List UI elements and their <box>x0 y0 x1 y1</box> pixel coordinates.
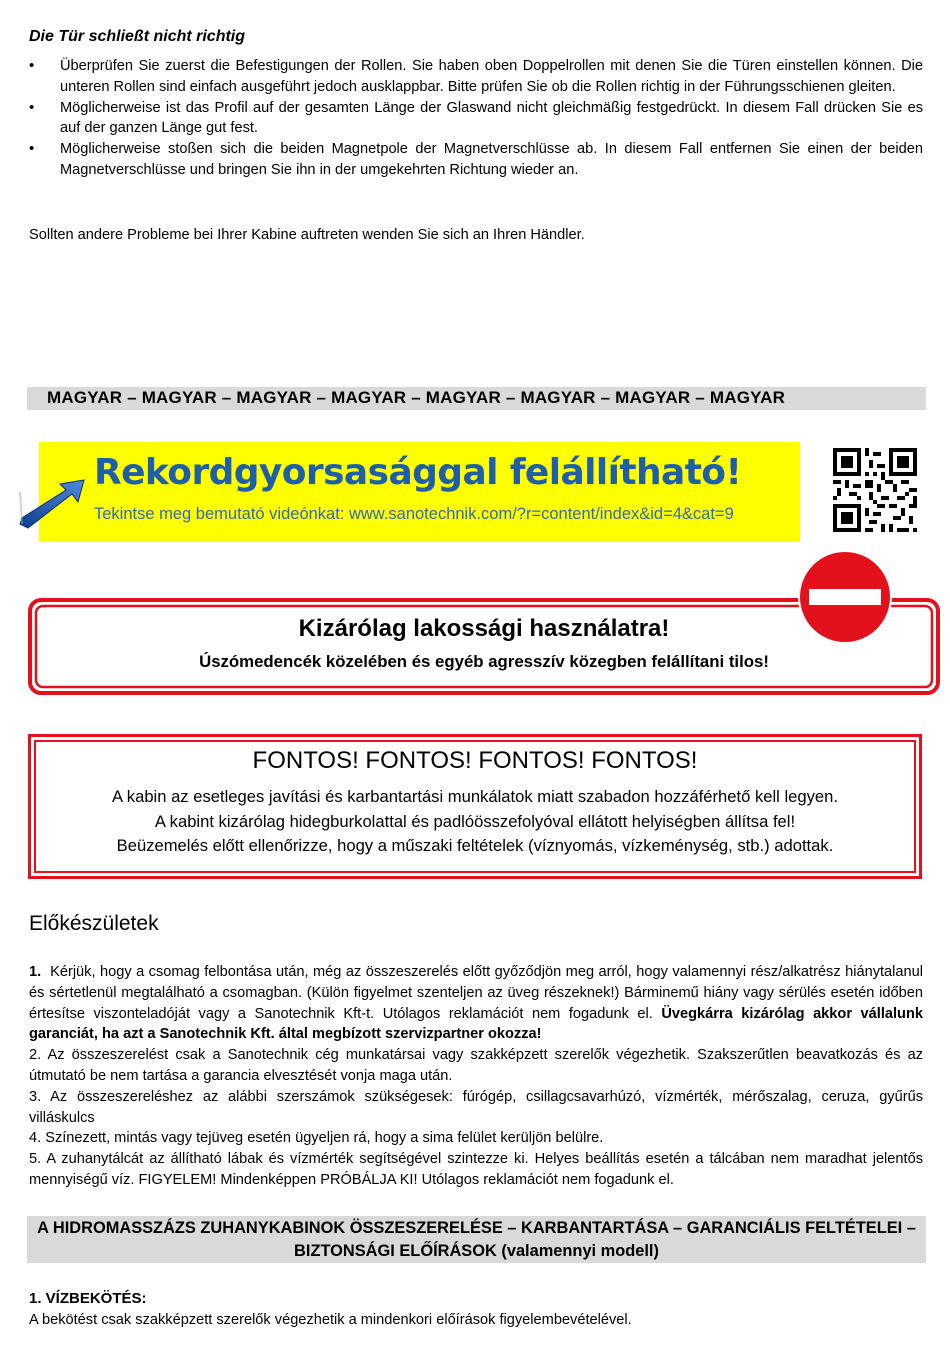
item-number: 1. <box>29 964 42 980</box>
closing-note: Sollten andere Probleme bei Ihrer Kabine auftreten wenden Sie sich an Ihren Händler. <box>29 227 585 243</box>
list-item: 5. A zuhanytálcát az állítható lábak és vízmérték segítségével szintezze ki. Helyes beállítás esetén a tálcában nem maradhat jelentős mennyiségű víz. FIGYELEM! Mindenképpen PRÓBÁLJA KI! Utólagos reklamációt nem fogadunk el. <box>29 1151 923 1188</box>
list-item: 2. Az összeszerelést csak a Sanotechnik cég munkatársai vagy szakképzett szerelők végezhetik. Szakszerűtlen beavatkozás és az útmutató be nem tartása a garancia elvesztését vonja maga után. <box>29 1047 923 1084</box>
arrow-icon <box>16 478 88 530</box>
warning-subtitle: Úszómedencék közelében és egyéb agresszív közegben felállítani tilos! <box>199 652 769 671</box>
list-item: • Möglicherweise stoßen sich die beiden Magnetpole der Magnetverschlüsse ab. In diesem Fall entfernen Sie einen der beiden Magnetverschlüsse und bringen Sie ihn in der umgekehrten Richtung wieder an. <box>29 139 923 181</box>
list-item: 4. Színezett, mintás vagy tejüveg esetén ügyeljen rá, hogy a sima felület kerüljön belülre. <box>29 1130 604 1147</box>
section-title-bar <box>27 1216 926 1263</box>
important-lines <box>28 785 922 859</box>
important-line: A kabint kizárólag hidegburkolattal és padlóösszefolyóval ellátott helyiségben állítsa fel! <box>154 811 796 831</box>
section-title-line: A HIDROMASSZÁZS ZUHANYKABINOK ÖSSZESZERELÉSE – KARBANTARTÁSA – GARANCIÁLIS FELTÉTELEI – <box>37 1219 916 1237</box>
list-item: • Möglicherweise ist das Profil auf der gesamten Länge der Glaswand nicht gleichmäßig festgedrückt. In diesem Fall drücken Sie es auf der ganzen Länge gut fest. <box>29 98 923 140</box>
item-bold-text: Üvegkárra kizárólag akkor vállalunk garanciát, ha azt a Sanotechnik Kft. által megbízott szervizpartner okozza! <box>29 1005 923 1043</box>
important-line: Beüzemelés előtt ellenőrizze, hogy a műszaki feltételek (víznyomás, vízkeménység, stb.) adottak. <box>116 836 834 856</box>
important-line: A kabin az esetleges javítási és karbantartási munkálatok miatt szabadon hozzáférhető kell legyen. <box>112 787 838 806</box>
promo-banner <box>39 442 800 542</box>
water-connection-heading: 1. VÍZBEKÖTÉS: <box>29 1290 147 1307</box>
preparations-heading: Előkészületek <box>29 912 159 935</box>
bullet-list <box>29 56 923 181</box>
list-item: 3. Az összeszereléshez az alábbi szerszámok szükségesek: fúrógép, csillagcsavarhúzó, vízmérték, mérőszalag, ceruza, gyűrűs villáskulcs <box>29 1088 923 1126</box>
language-bar <box>27 387 926 410</box>
warning-title: Kizárólag lakossági használatra! <box>298 615 670 642</box>
section-title <box>27 1217 926 1263</box>
list-item <box>29 962 923 1045</box>
important-title: FONTOS! FONTOS! FONTOS! FONTOS! <box>252 747 698 774</box>
item-text: Kérjük, hogy a csomag felbontása után, még az összeszerelés előtt győződjön meg arról, hogy valamennyi rész/alkatrész hiánytalanul és sértetlenül megtalálható a csomagban. (Külön figyelmet szenteljen az üveg részeknek!) Bárminemű hiány vagy sérülés esetén időben értesítse viszonteladóját vagy a Sanotechnik Kft-t. Utólagos reklamációt nem fogadunk el. <box>29 964 923 1022</box>
list-item: • Überprüfen Sie zuerst die Befestigungen der Rollen. Sie haben oben Doppelrollen mit denen Sie die Türen einstellen können. Die unteren Rollen sind einfach ausgeführt jedoch ausklappbar. Bitte prüfen Sie ob die Rollen richtig in der Führungsschienen gleiten. <box>29 56 923 98</box>
water-connection-text: A bekötést csak szakképzett szerelők végezhetik a mindenkori előírások figyelembevételével. <box>29 1312 632 1328</box>
promo-video-link[interactable]: Tekintse meg bemutató videónkat: www.sanotechnik.com/?r=content/index&id=4&cat=9 <box>94 505 734 523</box>
section-title-line: BIZTONSÁGI ELŐÍRÁSOK (valamennyi modell) <box>294 1242 659 1260</box>
qr-code-icon <box>833 448 917 532</box>
preparations-list <box>29 962 923 1191</box>
promo-title: Rekordgyorsasággal felállítható! <box>94 452 742 493</box>
section-title-german: Die Tür schließt nicht richtig <box>29 28 246 45</box>
language-bar-label: MAGYAR – MAGYAR – MAGYAR – MAGYAR – MAGYAR – MAGYAR – MAGYAR – MAGYAR <box>47 388 786 407</box>
no-entry-icon <box>797 549 893 645</box>
